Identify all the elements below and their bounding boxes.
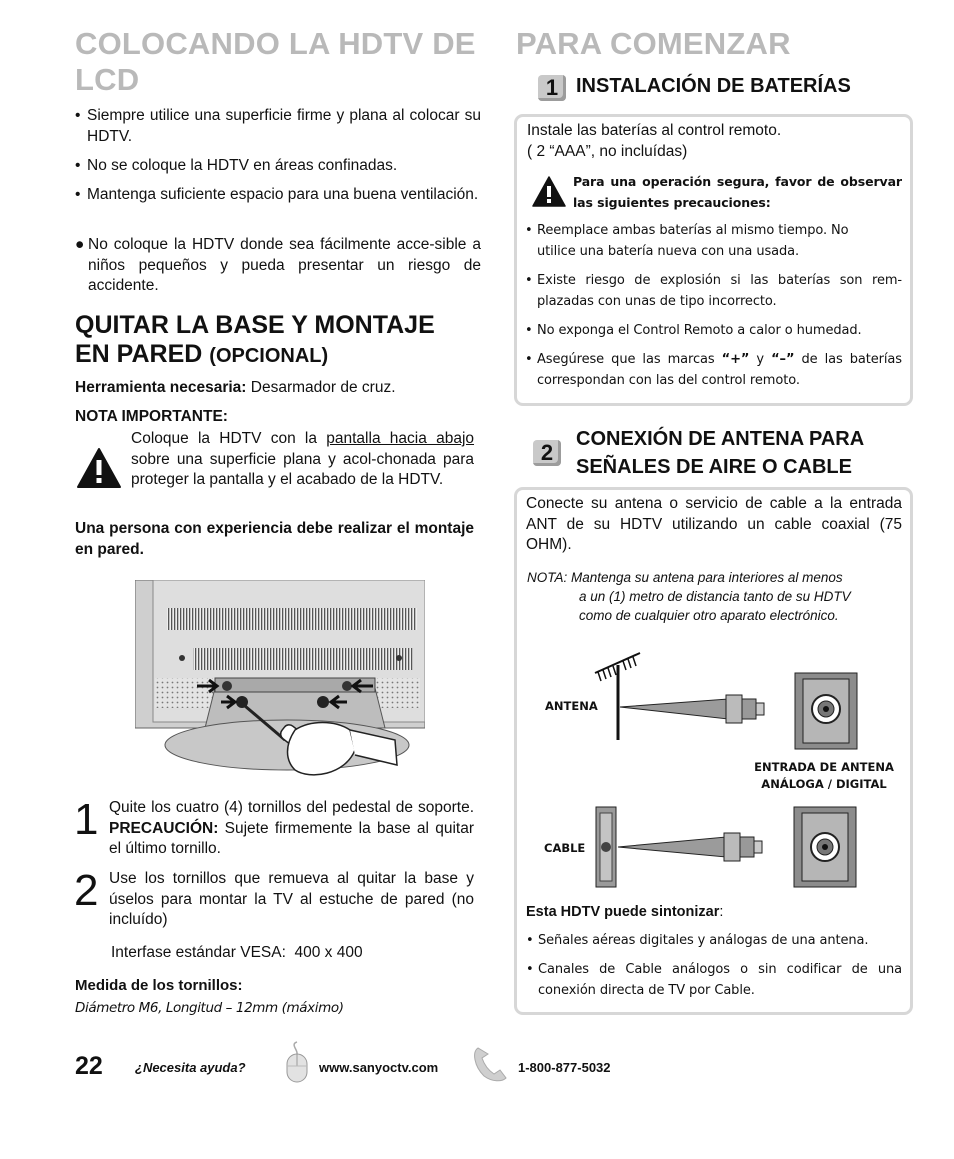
mouse-icon xyxy=(280,1040,314,1084)
step1-text: Quite los cuatro (4) tornillos del pedestal de soporte. PRECAUCIÓN: Sujete firmemente la base al quitar el último tornillo. xyxy=(109,799,474,857)
note-title: NOTA IMPORTANTE: xyxy=(75,408,228,425)
expert-note: Una persona con experiencia debe realizar el montaje en pared. xyxy=(75,520,474,558)
note-text: Coloque la HDTV con la pantalla hacia abajo sobre una superficie plana y acol-chonada para proteger la pantalla y el acabado de la HDTV. xyxy=(131,430,475,488)
battery-intro: Instale las baterías al control remoto. ( 2 “AAA”, no incluídas) xyxy=(527,122,782,160)
section-title-quitar-base: QUITAR LA BASE Y MONTAJE EN PARED (OPCIONAL) xyxy=(75,311,435,368)
warning-icon xyxy=(532,176,566,207)
screw-text: Diámetro M6, Longitud – 12mm (máximo) xyxy=(75,1000,344,1016)
tool-line: Herramienta necesaria: Desarmador de cruz. xyxy=(75,379,396,396)
step2-text: Use los tornillos que remueva al quitar la base y úselos para montar la TV al estuche de pared (no incluído) xyxy=(109,870,474,928)
list-item: ● No coloque la HDTV donde sea fácilmente acce-sible a niños pequeños y pueda presentar un riesgo de accidente. xyxy=(75,236,481,294)
phone-icon xyxy=(470,1044,510,1084)
label-antena: ANTENA xyxy=(545,699,598,713)
list-item: • Reemplace ambas baterías al mismo tiempo. No utilice una batería nueva con una usada. xyxy=(525,223,849,259)
heading-conexion-antena: CONEXIÓN DE ANTENA PARA SEÑALES DE AIRE O CABLE xyxy=(576,428,865,478)
label-entrada-antena: ENTRADA DE ANTENA ANÁLOGA / DIGITAL xyxy=(754,760,894,791)
tune-title: Esta HDTV puede sintonizar: xyxy=(526,904,724,920)
list-item: • Asegúrese que las marcas “+” y “–” de las baterías correspondan con las del control remoto. xyxy=(525,352,902,388)
list-item: • Señales aéreas digitales y análogas de una antena. xyxy=(526,933,869,948)
phone-number: 1-800-877-5032 xyxy=(518,1060,611,1075)
page-title: PARA COMENZAR xyxy=(516,26,791,61)
page-number: 22 xyxy=(75,1052,103,1080)
step-number-2: 2 xyxy=(74,866,99,915)
help-text: ¿Necesita ayuda? xyxy=(135,1060,246,1075)
label-cable: CABLE xyxy=(544,841,586,855)
warning-icon xyxy=(76,447,122,489)
step-badge-2: 2 xyxy=(533,440,561,466)
cable-connection-illustration xyxy=(594,805,860,890)
heading-instalacion-baterias: INSTALACIÓN DE BATERÍAS xyxy=(576,75,851,97)
antenna-intro: Conecte su antena o servicio de cable a la entrada ANT de su HDTV utilizando un cable coaxial (75 OHM). xyxy=(526,495,902,553)
step-number-1: 1 xyxy=(74,795,99,844)
list-item: • Mantenga suficiente espacio para una buena ventilación. xyxy=(75,186,479,203)
step-badge-1: 1 xyxy=(538,75,566,101)
antenna-connection-illustration xyxy=(590,645,860,755)
list-item: • Existe riesgo de explosión si las baterías son rem-plazadas con unas de tipo incorrecto. xyxy=(525,273,902,309)
antenna-note: NOTA: Mantenga su antena para interiores al menos a un (1) metro de distancia tanto de su HDTV como de cualquier otro aparato electrónico. xyxy=(527,570,851,623)
list-item: • Canales de Cable análogos o sin codificar de una conexión directa de TV por Cable. xyxy=(526,962,902,998)
list-item: • Siempre utilice una superficie firme y plana al colocar su HDTV. xyxy=(75,107,481,145)
list-item: • No se coloque la HDTV en áreas confinadas. xyxy=(75,157,398,174)
website-link[interactable]: www.sanyoctv.com xyxy=(319,1060,439,1075)
battery-warning: Para una operación segura, favor de observar las siguientes precauciones: xyxy=(573,174,902,210)
vesa-text: Interfase estándar VESA: 400 x 400 xyxy=(111,944,363,961)
screw-title: Medida de los tornillos: xyxy=(75,977,243,994)
section-title-colocando: COLOCANDO LA HDTV DE LCD xyxy=(75,26,476,97)
tv-stand-illustration xyxy=(135,580,425,782)
list-item: • No exponga el Control Remoto a calor o humedad. xyxy=(525,323,862,338)
